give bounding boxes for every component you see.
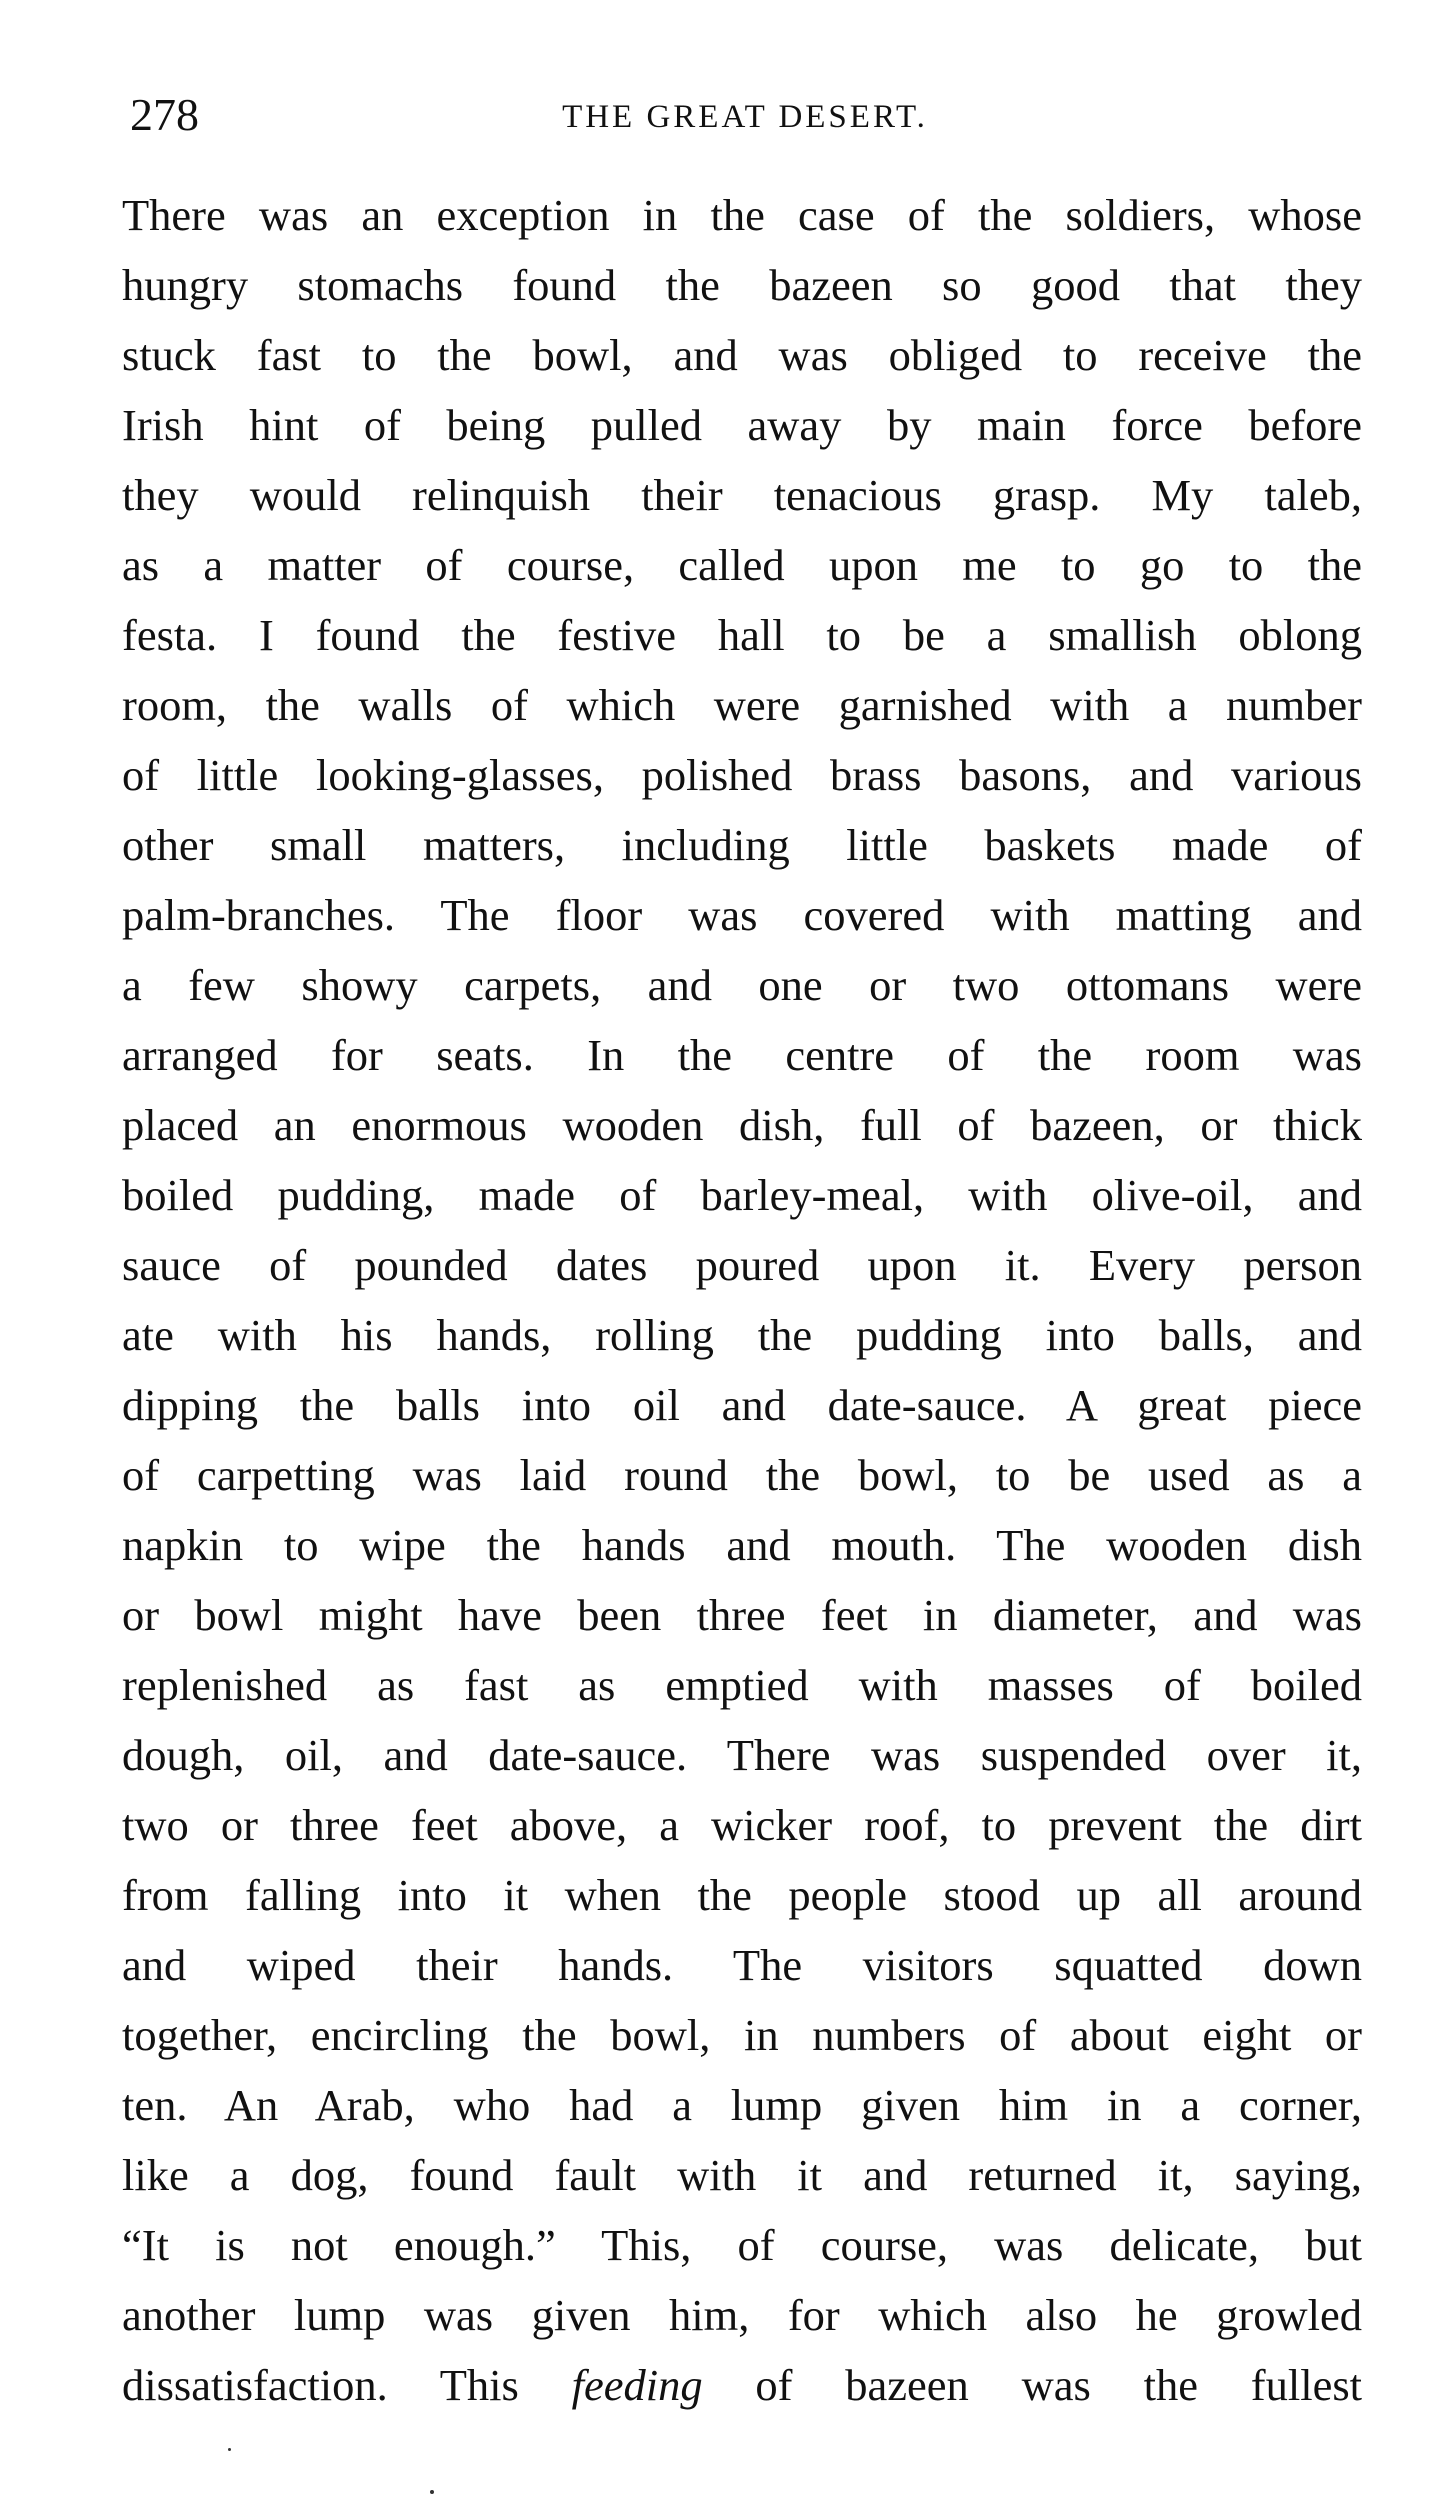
text-line: stuck fast to the bowl, and was obliged to receive the [122, 330, 1362, 380]
text-line: replenished as fast as emptied with masses of boiled [122, 1660, 1362, 1710]
text-line-last [122, 2350, 1362, 2420]
print-speck [228, 2448, 231, 2451]
text-line: and wiped their hands. The visitors squatted down [122, 1940, 1362, 1990]
text-line: boiled pudding, made of barley-meal, with olive-oil, and [122, 1170, 1362, 1220]
text-line: from falling into it when the people stood up all around [122, 1870, 1362, 1920]
text-line: dough, oil, and date-sauce. There was suspended over it, [122, 1730, 1362, 1780]
text-line: like a dog, found fault with it and returned it, saying, [122, 2150, 1362, 2200]
text-line: of carpetting was laid round the bowl, to be used as a [122, 1450, 1362, 1500]
text-line: palm-branches. The floor was covered with matting and [122, 890, 1362, 940]
text-line: as a matter of course, called upon me to go to the [122, 540, 1362, 590]
text-line: room, the walls of which were garnished with a number [122, 680, 1362, 730]
text-line: placed an enormous wooden dish, full of bazeen, or thick [122, 1100, 1362, 1150]
text-segment: of bazeen was the fullest [702, 2360, 1363, 2410]
text-line: dipping the balls into oil and date-sauce. A great piece [122, 1380, 1362, 1430]
body-text [122, 180, 1362, 2420]
text-line: they would relinquish their tenacious grasp. My taleb, [122, 470, 1362, 520]
text-line: sauce of pounded dates poured upon it. Every person [122, 1240, 1362, 1290]
page-header [130, 85, 1360, 145]
text-line: ate with his hands, rolling the pudding into balls, and [122, 1310, 1362, 1360]
text-segment: dissatisfaction. This [122, 2360, 572, 2410]
text-line: arranged for seats. In the centre of the room was [122, 1030, 1362, 1080]
text-line: two or three feet above, a wicker roof, to prevent the dirt [122, 1800, 1362, 1850]
text-line: “It is not enough.” This, of course, was delicate, but [122, 2220, 1362, 2270]
text-line: ten. An Arab, who had a lump given him in a corner, [122, 2080, 1362, 2130]
text-line: There was an exception in the case of the soldiers, whose [122, 190, 1362, 240]
page-number: 278 [130, 89, 199, 140]
text-line: hungry stomachs found the bazeen so good that they [122, 260, 1362, 310]
text-line: or bowl might have been three feet in diameter, and was [122, 1590, 1362, 1640]
text-line: festa. I found the festive hall to be a smallish oblong [122, 610, 1362, 660]
text-line: together, encircling the bowl, in numbers of about eight or [122, 2010, 1362, 2060]
text-line: Irish hint of being pulled away by main force before [122, 400, 1362, 450]
text-line: a few showy carpets, and one or two ottomans were [122, 960, 1362, 1010]
text-line: napkin to wipe the hands and mouth. The wooden dish [122, 1520, 1362, 1570]
text-line: other small matters, including little baskets made of [122, 820, 1362, 870]
text-line: another lump was given him, for which also he growled [122, 2290, 1362, 2340]
italic-word: feeding [571, 2360, 703, 2410]
text-line: of little looking-glasses, polished brass basons, and various [122, 750, 1362, 800]
print-speck [430, 2490, 434, 2494]
running-title: THE GREAT DESERT. [562, 99, 928, 135]
